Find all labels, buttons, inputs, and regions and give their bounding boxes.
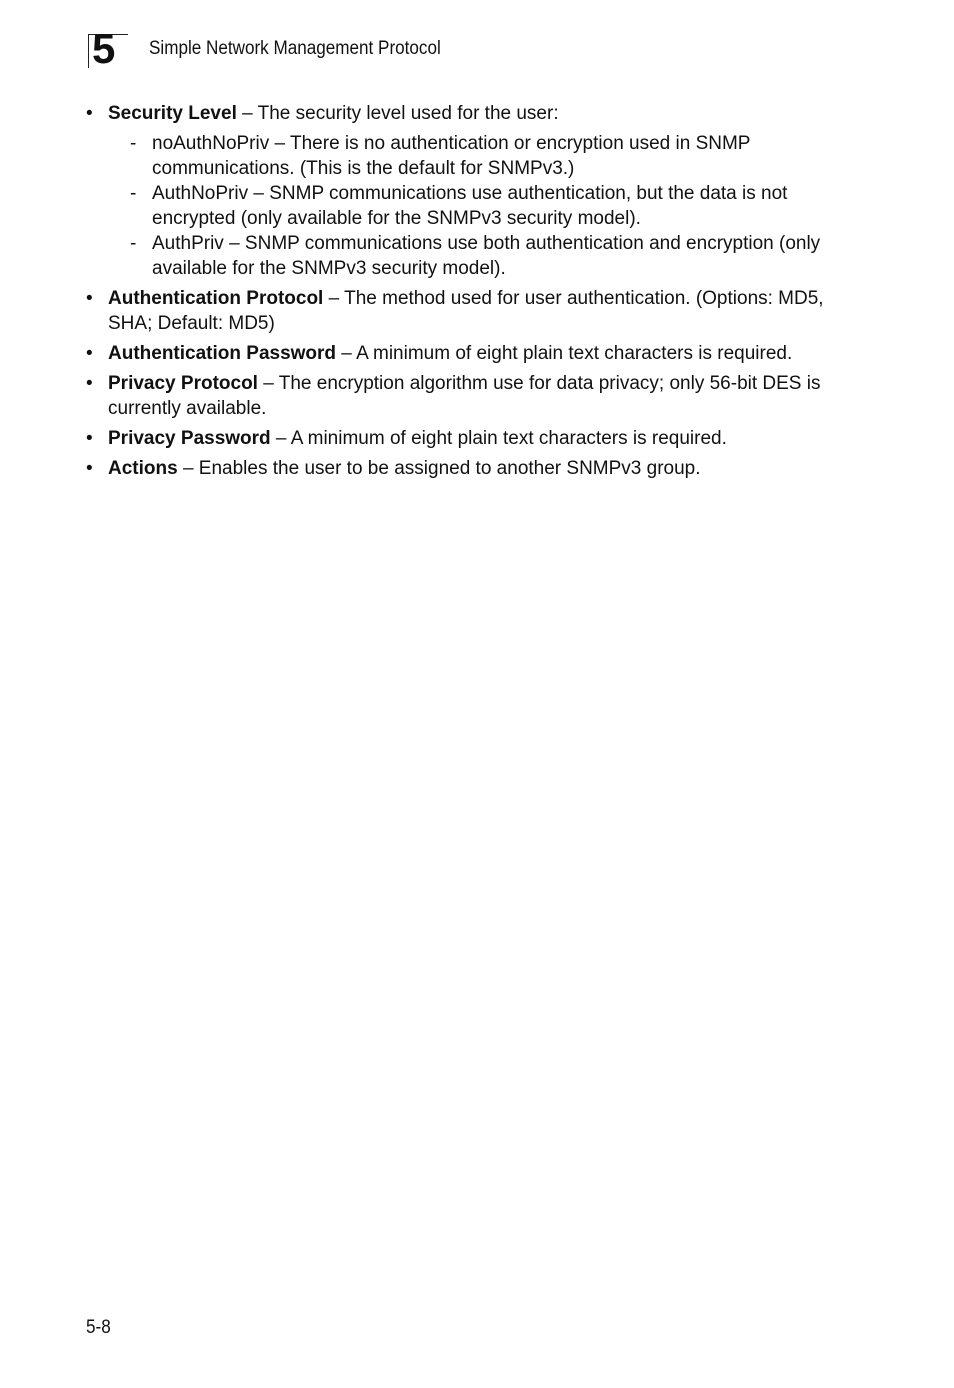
list-item-authentication-password bbox=[86, 341, 856, 366]
chapter-number: 5 bbox=[92, 25, 115, 72]
sub-item-text: AuthNoPriv – SNMP communications use authentication, but the data is not encrypted (only available for the SNMPv3 security model). bbox=[152, 183, 788, 229]
header-title: Simple Network Management Protocol bbox=[149, 38, 441, 59]
list-item-security-level bbox=[86, 101, 856, 281]
security-level-options bbox=[108, 131, 856, 281]
term-privacy-password: Privacy Password bbox=[108, 428, 271, 449]
sub-item-text: noAuthNoPriv – There is no authentication or encryption used in SNMP communications. (This is the default for SNMPv3.) bbox=[152, 133, 751, 179]
term-privacy-protocol: Privacy Protocol bbox=[108, 373, 258, 394]
term-authentication-password: Authentication Password bbox=[108, 343, 337, 364]
dash-icon: - bbox=[130, 183, 137, 204]
sub-item-noauthnopriv bbox=[108, 131, 856, 181]
list-item-privacy-protocol bbox=[86, 371, 856, 421]
bullet-icon: • bbox=[86, 373, 93, 394]
list-item-actions bbox=[86, 456, 856, 481]
page-header bbox=[88, 25, 788, 72]
bullet-icon: • bbox=[86, 343, 93, 364]
bullet-icon: • bbox=[86, 103, 93, 124]
bullet-icon: • bbox=[86, 428, 93, 449]
description: – The method used for user authentication. (Options: MD5, SHA; Default: MD5) bbox=[108, 288, 824, 334]
description: – A minimum of eight plain text characters is required. bbox=[270, 428, 727, 449]
term-security-level: Security Level bbox=[108, 103, 237, 124]
description: – A minimum of eight plain text characters is required. bbox=[336, 343, 793, 364]
dash-icon: - bbox=[130, 133, 137, 154]
dash-icon: - bbox=[130, 233, 137, 254]
sub-item-authpriv bbox=[108, 231, 856, 281]
sub-item-authnopriv bbox=[108, 181, 856, 231]
page-number: 5-8 bbox=[86, 1317, 111, 1338]
bullet-icon: • bbox=[86, 288, 93, 309]
bullet-icon: • bbox=[86, 458, 93, 479]
description: – The encryption algorithm use for data privacy; only 56-bit DES is currently available. bbox=[108, 373, 821, 419]
description: – Enables the user to be assigned to another SNMPv3 group. bbox=[177, 458, 701, 479]
term-actions: Actions bbox=[108, 458, 178, 479]
description: – The security level used for the user: bbox=[236, 103, 559, 124]
list-item-privacy-password bbox=[86, 426, 856, 451]
sub-item-text: AuthPriv – SNMP communications use both authentication and encryption (only available for the SNMPv3 security model). bbox=[152, 233, 821, 279]
parameter-list bbox=[86, 101, 856, 486]
list-item-authentication-protocol bbox=[86, 286, 856, 336]
term-authentication-protocol: Authentication Protocol bbox=[108, 288, 324, 309]
